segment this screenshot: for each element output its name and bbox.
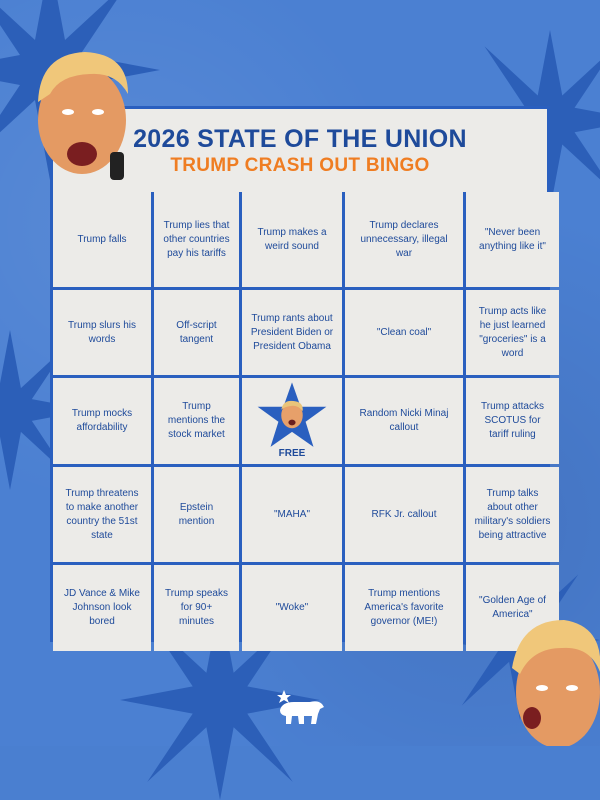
bingo-cell: Trump declares unnecessary, illegal war <box>345 192 463 287</box>
bingo-cell: Trump acts like he just learned "groceries" is a word <box>466 290 559 375</box>
free-space-cell <box>242 378 342 464</box>
bingo-cell: "Woke" <box>242 565 342 651</box>
bingo-cell: Trump speaks for 90+ minutes <box>154 565 239 651</box>
bingo-cell: "Never been anything like it" <box>466 192 559 287</box>
star-icon <box>253 381 331 449</box>
face-icon <box>281 401 303 428</box>
card-title: 2026 STATE OF THE UNION <box>133 125 467 153</box>
bingo-cell: Trump rants about President Biden or President Obama <box>242 290 342 375</box>
bingo-cell: "Golden Age of America" <box>466 565 559 651</box>
bingo-cell: Trump mentions America's favorite governor (ME!) <box>345 565 463 651</box>
bingo-cell: Off-script tangent <box>154 290 239 375</box>
bingo-cell: Trump slurs his words <box>53 290 151 375</box>
bingo-grid <box>53 192 551 639</box>
bingo-cell: Trump attacks SCOTUS for tariff ruling <box>466 378 559 464</box>
bingo-cell: "MAHA" <box>242 467 342 562</box>
bingo-cell: Epstein mention <box>154 467 239 562</box>
bingo-cell: Trump threatens to make another country the 51st state <box>53 467 151 562</box>
card-subtitle: TRUMP CRASH OUT BINGO <box>170 155 430 176</box>
bingo-cell: JD Vance & Mike Johnson look bored <box>53 565 151 651</box>
bingo-cell: Trump mocks affordability <box>53 378 151 464</box>
bingo-cell: Trump talks about other military's soldiers being attractive <box>466 467 559 562</box>
free-label: FREE <box>278 448 306 459</box>
bingo-cell: Trump makes a weird sound <box>242 192 342 287</box>
face-photo-bottom-right <box>506 612 600 746</box>
bingo-card <box>50 106 550 642</box>
bingo-cell: Trump falls <box>53 192 151 287</box>
bingo-cell: "Clean coal" <box>345 290 463 375</box>
bingo-cell: RFK Jr. callout <box>345 467 463 562</box>
bingo-cell: Trump mentions the stock market <box>154 378 239 464</box>
face-photo-top-left <box>30 42 134 182</box>
bingo-cell: Trump lies that other countries pay his tariffs <box>154 192 239 287</box>
bingo-cell: Random Nicki Minaj callout <box>345 378 463 464</box>
california-bear-icon <box>274 690 326 726</box>
